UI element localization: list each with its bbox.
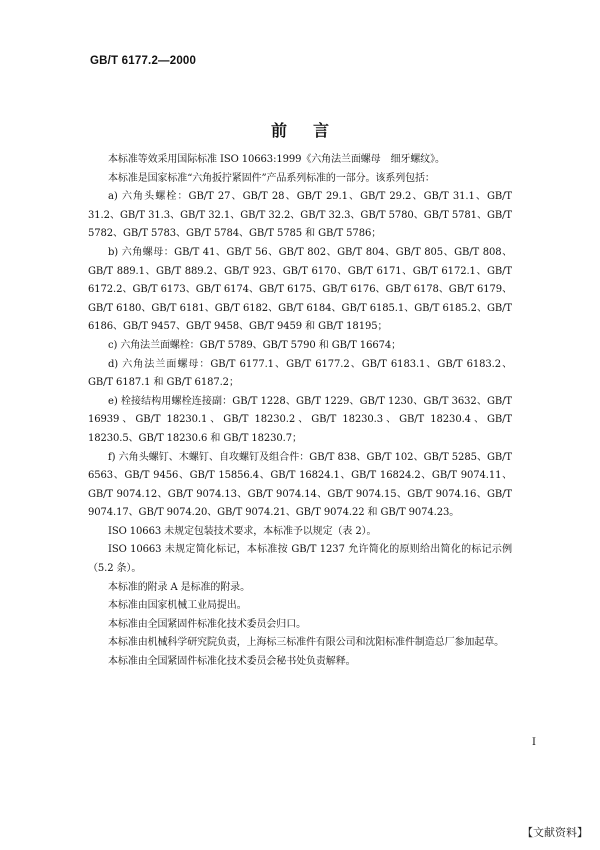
paragraph-interpretation: 本标准由全国紧固件标准化技术委员会秘书处负责解释。 <box>108 656 356 668</box>
list-item-e: e) 栓接结构用螺栓连接副：GB/T 1228、GB/T 1229、GB/T 1230、GB/T 3632、GB/T 16939、GB/T 18230.1、GB/T 18230.2、GB/T 18230.3、GB/T 18230.4、GB/T 18230.5、GB/T 18230.6 和 GB/T 18230.7； <box>88 395 512 444</box>
paragraph-proposer: 本标准由国家机械工业局提出。 <box>108 600 247 612</box>
list-item-b: b) 六角螺母：GB/T 41、GB/T 56、GB/T 802、GB/T 804、GB/T 805、GB/T 808、GB/T 889.1、GB/T 889.2、GB/T 923、GB/T 6170、GB/T 6171、GB/T 6172.1、GB/T 6172.2、GB/T 6173、GB/T 6174、GB/T 6175、GB/T 6176、GB/T 6178、GB/T 6179、GB/T 6180、GB/T 6181、GB/T 6182、GB/T 6184、GB/T 6185.1、GB/T 6185.2、GB/T 6186、GB/T 9457、GB/T 9458、GB/T 9459 和 GB/T 18195； <box>88 246 512 333</box>
list-item-c: c) 六角法兰面螺栓：GB/T 5789、GB/T 5790 和 GB/T 16674； <box>108 339 402 351</box>
document-body <box>88 151 512 672</box>
paragraph-marking: ISO 10663 未规定简化标记，本标准按 GB/T 1237 允许简化的原则给出简化的标记示例（5.2 条）。 <box>88 544 512 575</box>
page-number: I <box>532 737 536 748</box>
paragraph-drafters: 本标准由机械科学研究院负责，上海标三标准件有限公司和沈阳标准件制造总厂参加起草。 <box>108 637 504 649</box>
page-title: 前言 <box>270 121 355 140</box>
list-item-a: a) 六角头螺栓：GB/T 27、GB/T 28、GB/T 29.1、GB/T 29.2、GB/T 31.1、GB/T 31.2、GB/T 31.3、GB/T 32.1、GB/T 32.2、GB/T 32.3、GB/T 5780、GB/T 5781、GB/T 5782、GB/T 5783、GB/T 5784、GB/T 5785 和 GB/T 5786； <box>88 191 512 240</box>
list-item-f: f) 六角头螺钉、木螺钉、自攻螺钉及组合件：GB/T 838、GB/T 102、GB/T 5285、GB/T 6563、GB/T 9456、GB/T 15856.4、GB/T 16824.1、GB/T 16824.2、GB/T 9074.11、GB/T 9074.12、GB/T 9074.13、GB/T 9074.14、GB/T 9074.15、GB/T 9074.16、GB/T 9074.17、GB/T 9074.20、GB/T 9074.21、GB/T 9074.22 和 GB/T 9074.23。 <box>88 451 512 519</box>
paragraph-series-intro: 本标准是国家标准“六角扳拧紧固件”产品系列标准的一部分。该系列包括： <box>108 172 435 184</box>
paragraph-packaging: ISO 10663 未规定包装技术要求，本标准予以规定（表 2）。 <box>108 525 377 537</box>
paragraph-appendix: 本标准的附录 A 是标准的附录。 <box>108 581 250 593</box>
document-code: GB/T 6177.2—2000 <box>90 55 197 67</box>
paragraph-centralized: 本标准由全国紧固件标准化技术委员会归口。 <box>108 618 306 630</box>
paragraph-adoption: 本标准等效采用国际标准 ISO 10663:1999《六角法兰面螺母 细牙螺纹》。 <box>108 154 445 165</box>
footer-tag: 【文献资料】 <box>522 826 588 839</box>
list-item-d: d) 六角法兰面螺母：GB/T 6177.1、GB/T 6177.2、GB/T 6183.1、GB/T 6183.2、GB/T 6187.1 和 GB/T 6187.2； <box>88 358 512 389</box>
